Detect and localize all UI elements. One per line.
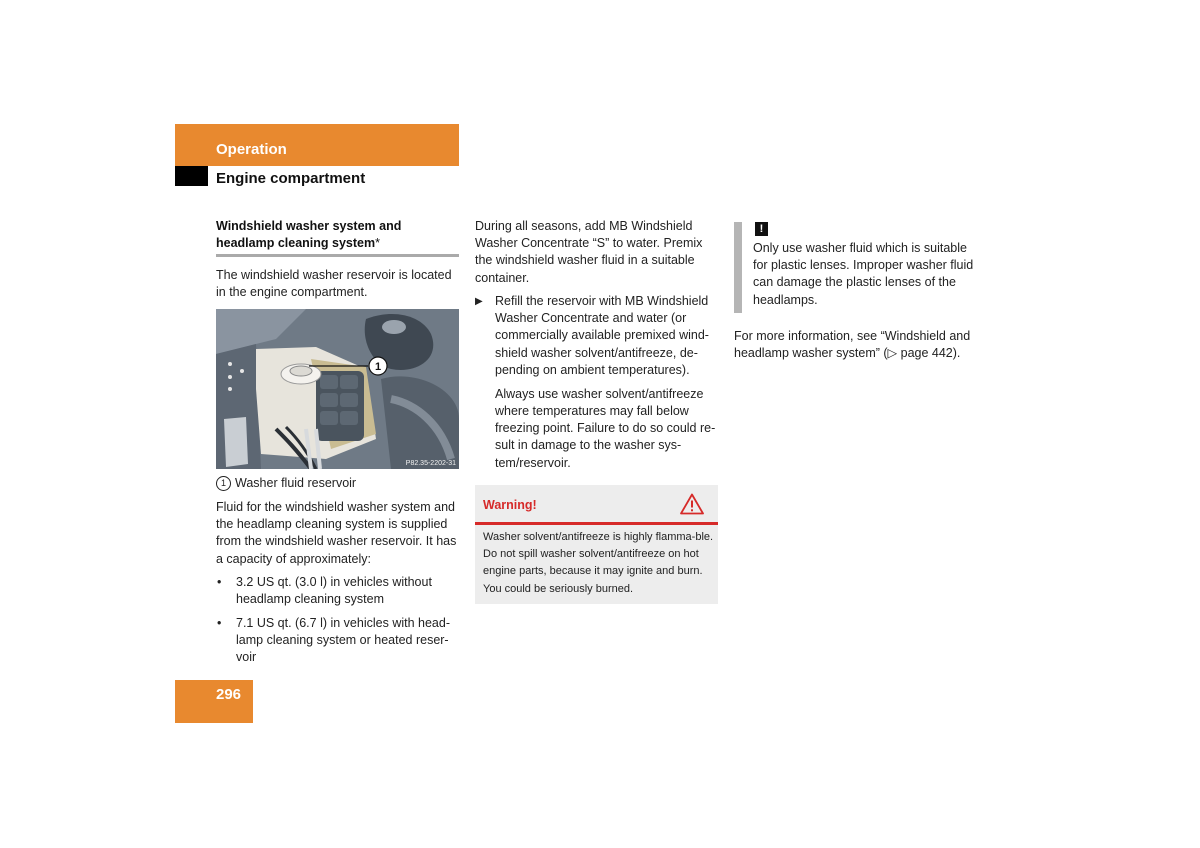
capacity-paragraph: Fluid for the windshield washer system and the headlamp cleaning system is supplied from the windshield washer reservoir. It has a capacity of approximately: [216,500,457,566]
list-item [216,574,461,608]
callout-1-label: 1 [374,361,382,373]
engine-compartment-figure [216,309,459,469]
caption-text: Washer fluid reservoir [235,476,357,490]
bullet-icon: • [217,616,222,630]
instruction-step [475,293,720,479]
capacity-list [216,574,461,673]
list-item [216,615,461,667]
topic-heading-line2: headlamp cleaning system [216,236,376,251]
section-title: Operation [216,141,287,158]
list-item-text: 3.2 US qt. (3.0 l) in vehicles without headlamp cleaning system [236,575,432,607]
warning-title: Warning! [483,498,537,512]
optional-equipment-mark: * [375,236,380,251]
heading-rule [216,254,459,257]
topic-heading [216,218,458,252]
warning-box [475,485,718,604]
exclamation-icon: ! [755,222,768,236]
warning-rule [475,522,718,525]
list-item-text: 7.1 US qt. (6.7 l) in vehicles with head-lamp cleaning system or heated reser-voir [236,616,450,665]
warning-text: Washer solvent/antifreeze is highly flamma-ble. Do not spill washer solvent/antifreeze on hot engine parts, because it may ignite and burn. You could be seriously burned. [483,531,714,595]
page-number-tab [175,680,253,723]
warning-triangle-icon [680,493,704,515]
step-note: Always use washer solvent/antifreeze where temperatures may fall below freezing point. Failure to do so could re-sult in damage to the washer sys-tem/reservoir. [495,386,716,470]
intro-text: The windshield washer reservoir is located in the engine compartment. [216,268,452,300]
note-side-bar [734,222,742,313]
topic-heading-line1: Windshield washer system and [216,219,402,233]
step-text: Refill the reservoir with MB Windshield Washer Concentrate and water (or commercially available premixed wind-shield washer solvent/antifreeze, de-pending on ambient temperatures). [495,294,709,377]
caption-number: 1 [216,476,231,491]
header-black-tab [175,166,208,186]
more-info-paragraph: For more information, see “Windshield and headlamp washer system” (▷ page 442). [734,329,971,361]
note-text: Only use washer fluid which is suitable for plastic lenses. Improper washer fluid can damage the plastic lenses of the headlamps. [753,241,974,307]
figure-caption [216,475,461,492]
bullet-icon: • [217,575,222,589]
subsection-title: Engine compartment [216,170,366,187]
figure-code: P82.35-2202-31 [405,460,456,467]
engine-compartment-illustration [216,309,459,469]
step-arrow-icon: ▶ [475,296,483,307]
seasonal-paragraph: During all seasons, add MB Windshield Washer Concentrate “S” to water. Premix the windshield washer fluid in a suitable container. [475,219,703,285]
page-number: 296 [216,686,242,703]
